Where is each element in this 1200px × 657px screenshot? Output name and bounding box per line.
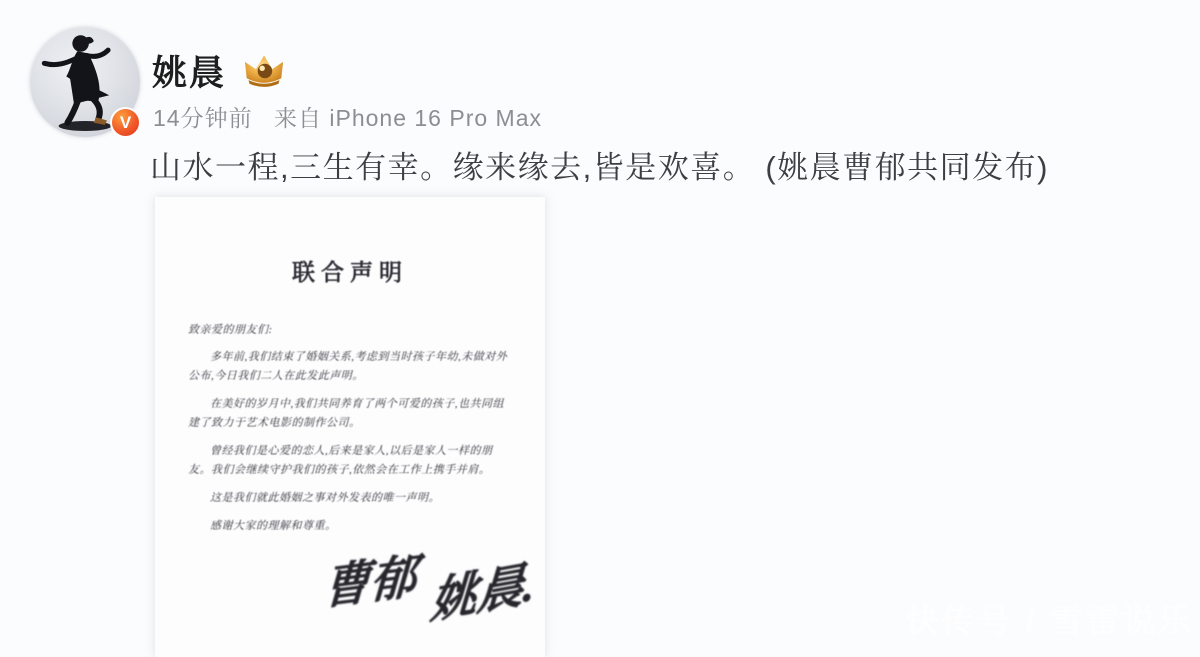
letter-paragraph: 在美好的岁月中,我们共同养育了两个可爱的孩子,也共同组建了致力于艺术电影的制作公司。 (188, 398, 504, 429)
letter-paragraph: 曾经我们是心爱的恋人,后来是家人,以后是家人一样的朋友。我们会继续守护我们的孩子,依然会在工作上携手并肩。 (188, 445, 493, 476)
post-content-text: 山水一程,三生有幸。缘来缘去,皆是欢喜。 (姚晨曹郁共同发布) (150, 150, 1049, 185)
verified-v-badge: V (110, 107, 141, 138)
letter-paragraphs (188, 348, 512, 536)
letter-title: 联合声明 (292, 260, 408, 285)
letter-paragraph: 感谢大家的理解和尊重。 (210, 520, 337, 532)
author-name[interactable]: 姚晨 (152, 54, 227, 93)
letter-salutation: 致亲爱的朋友们: (188, 324, 273, 336)
post-header (152, 46, 286, 96)
letter-paragraph: 这是我们就此婚姻之事对外发表的唯一声明。 (210, 492, 440, 504)
vip-crown-icon[interactable] (242, 51, 286, 91)
letter-paragraph: 多年前,我们结束了婚姻关系,考虑到当时孩子年幼,未做对外公布,今日我们二人在此发此声明。 (188, 351, 508, 382)
signature-yaochen: 姚晨. (428, 557, 537, 630)
post-source[interactable]: 来自 iPhone 16 Pro Max (273, 105, 542, 131)
post-meta (153, 100, 542, 133)
letter-body (155, 321, 545, 536)
avatar[interactable] (30, 27, 140, 137)
signature-caoyu: 曹郁 (321, 550, 418, 616)
letter-signatures (321, 545, 537, 630)
letter-image-attachment[interactable] (155, 197, 545, 657)
watermark: 快传号 / 雪雷说乐 (905, 602, 1194, 639)
post-time[interactable]: 14分钟前 (153, 105, 253, 131)
